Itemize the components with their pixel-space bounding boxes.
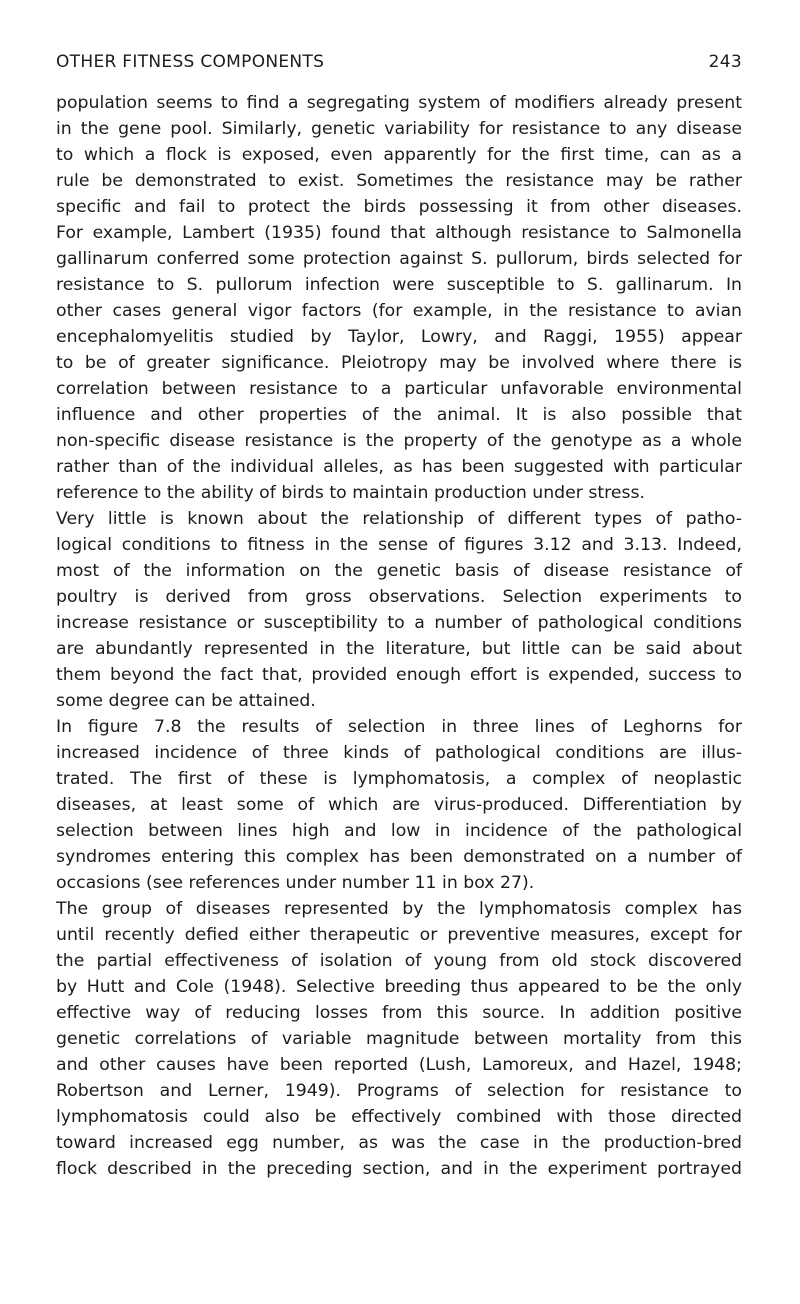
- text-line: rule be demonstrated to exist. Sometimes the resistance may be rather: [56, 171, 742, 191]
- text-line: genetic correlations of variable magnitude between mortality from this: [56, 1029, 742, 1049]
- text-line: logical conditions to fitness in the sense of figures 3.12 and 3.13. Indeed,: [56, 535, 742, 555]
- text-line: correlation between resistance to a particular unfavorable environmental: [56, 379, 742, 399]
- text-line: to be of greater significance. Pleiotropy may be involved where there is: [56, 353, 742, 373]
- text-line: Robertson and Lerner, 1949). Programs of selection for resistance to: [56, 1081, 742, 1101]
- text-line: resistance to S. pullorum infection were susceptible to S. gallinarum. In: [56, 275, 742, 295]
- text-line: non-specific disease resistance is the property of the genotype as a whole: [56, 431, 742, 451]
- text-line: reference to the ability of birds to maintain production under stress.: [56, 483, 646, 503]
- text-line: are abundantly represented in the literature, but little can be said about: [56, 639, 742, 659]
- text-line: diseases, at least some of which are virus-produced. Differentiation by: [56, 795, 742, 815]
- text-line: rather than of the individual alleles, as has been suggested with particular: [56, 457, 742, 477]
- page-header: [56, 52, 742, 72]
- text-line: Very little is known about the relationship of different types of patho-: [56, 509, 742, 529]
- text-line: in the gene pool. Similarly, genetic variability for resistance to any disease: [56, 119, 742, 139]
- text-line: The group of diseases represented by the lymphomatosis complex has: [56, 899, 742, 919]
- text-line: In figure 7.8 the results of selection in three lines of Leghorns for: [56, 717, 742, 737]
- text-line: toward increased egg number, as was the case in the production-bred: [56, 1133, 742, 1153]
- text-line: trated. The first of these is lymphomatosis, a complex of neoplastic: [56, 769, 742, 789]
- text-line: some degree can be attained.: [56, 691, 316, 711]
- text-line: syndromes entering this complex has been demonstrated on a number of: [56, 847, 742, 867]
- text-line: increase resistance or susceptibility to a number of pathological conditions: [56, 613, 742, 633]
- body-text: [56, 90, 742, 1182]
- text-line: gallinarum conferred some protection against S. pullorum, birds selected for: [56, 249, 742, 269]
- text-line: most of the information on the genetic basis of disease resistance of: [56, 561, 742, 581]
- running-title: OTHER FITNESS COMPONENTS: [56, 52, 325, 72]
- text-line: selection between lines high and low in incidence of the pathological: [56, 821, 742, 841]
- text-line: to which a flock is exposed, even apparently for the first time, can as a: [56, 145, 742, 165]
- text-line: them beyond the fact that, provided enough effort is expended, success to: [56, 665, 742, 685]
- text-line: the partial effectiveness of isolation of young from old stock discovered: [56, 951, 742, 971]
- text-line: lymphomatosis could also be effectively combined with those directed: [56, 1107, 742, 1127]
- text-line: and other causes have been reported (Lush, Lamoreux, and Hazel, 1948;: [56, 1055, 742, 1075]
- text-line: flock described in the preceding section, and in the experiment portrayed: [56, 1159, 742, 1179]
- text-line: until recently defied either therapeutic or preventive measures, except for: [56, 925, 742, 945]
- text-line: poultry is derived from gross observations. Selection experiments to: [56, 587, 742, 607]
- text-line: influence and other properties of the animal. It is also possible that: [56, 405, 742, 425]
- text-line: effective way of reducing losses from this source. In addition positive: [56, 1003, 742, 1023]
- text-line: occasions (see references under number 11 in box 27).: [56, 873, 535, 893]
- text-line: population seems to find a segregating system of modifiers already present: [56, 93, 742, 113]
- page-number: 243: [708, 52, 742, 72]
- text-line: For example, Lambert (1935) found that although resistance to Salmonella: [56, 223, 742, 243]
- text-line: other cases general vigor factors (for example, in the resistance to avian: [56, 301, 742, 321]
- text-line: encephalomyelitis studied by Taylor, Lowry, and Raggi, 1955) appear: [56, 327, 742, 347]
- text-line: increased incidence of three kinds of pathological conditions are illus-: [56, 743, 742, 763]
- text-line: by Hutt and Cole (1948). Selective breeding thus appeared to be the only: [56, 977, 742, 997]
- text-line: specific and fail to protect the birds possessing it from other diseases.: [56, 197, 742, 217]
